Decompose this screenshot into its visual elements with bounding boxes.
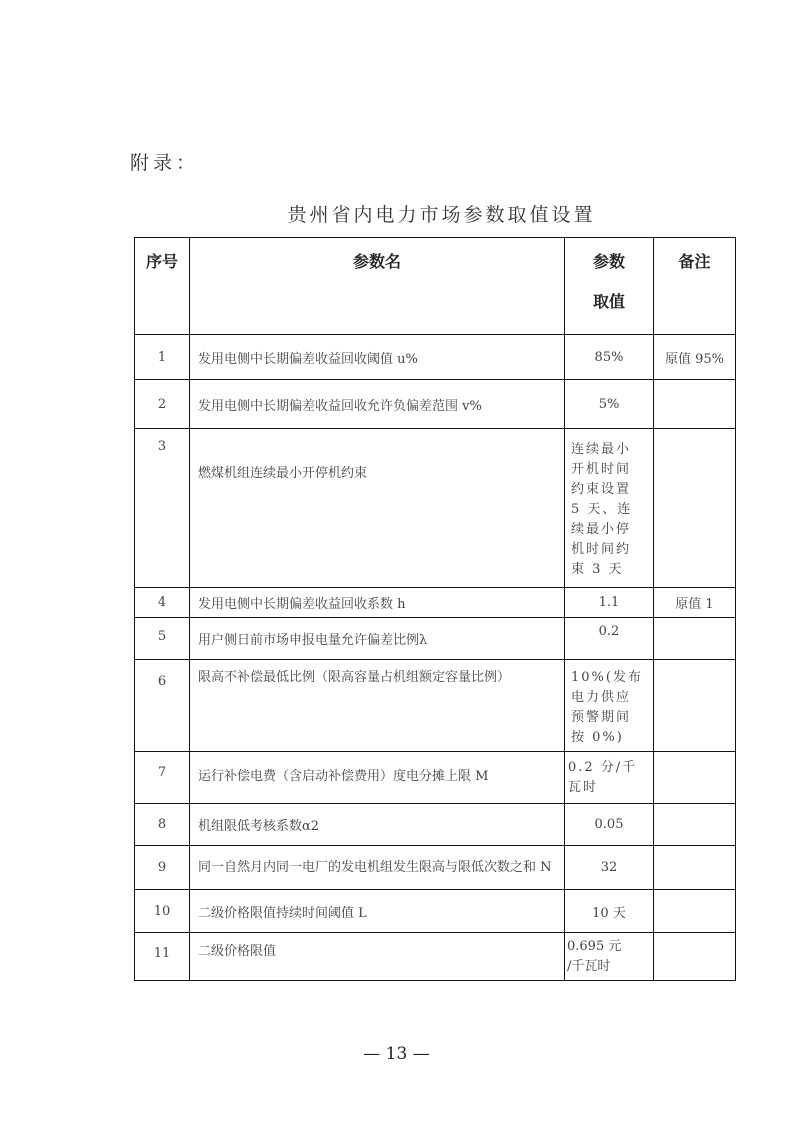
cell-name: 二级价格限值 — [190, 933, 565, 981]
cell-value: 0.05 — [565, 804, 654, 846]
table-row — [135, 335, 736, 380]
cell-name: 发用电侧中长期偏差收益回收阈值 u% — [190, 335, 565, 380]
table-row — [135, 588, 736, 618]
cell-no: 5 — [135, 618, 190, 660]
table-row — [135, 752, 736, 804]
cell-no: 3 — [135, 429, 190, 588]
cell-note — [654, 933, 736, 981]
table-row — [135, 618, 736, 660]
cell-name: 燃煤机组连续最小开停机约束 — [190, 429, 565, 588]
cell-note — [654, 429, 736, 588]
header-value: 参数 取值 — [565, 238, 654, 335]
cell-value: 1.1 — [565, 588, 654, 618]
cell-note: 原值 1 — [654, 588, 736, 618]
table-row — [135, 890, 736, 933]
cell-value: 85% — [565, 335, 654, 380]
cell-no: 8 — [135, 804, 190, 846]
header-no: 序号 — [135, 238, 190, 335]
cell-name: 同一自然月内同一电厂的发电机组发生限高与限低次数之和 N — [190, 846, 565, 890]
cell-note — [654, 380, 736, 429]
appendix-label: 附录： — [130, 152, 200, 174]
cell-name: 限高不补偿最低比例（限高容量占机组额定容量比例） — [190, 660, 565, 752]
header-note: 备注 — [654, 238, 736, 335]
table-row — [135, 933, 736, 981]
table-row — [135, 380, 736, 429]
cell-name: 机组限低考核系数α2 — [190, 804, 565, 846]
cell-name: 发用电侧中长期偏差收益回收允许负偏差范围 v% — [190, 380, 565, 429]
cell-no: 9 — [135, 846, 190, 890]
cell-value: 32 — [565, 846, 654, 890]
cell-name: 运行补偿电费（含启动补偿费用）度电分摊上限 M — [190, 752, 565, 804]
header-name: 参数名 — [190, 238, 565, 335]
cell-no: 1 — [135, 335, 190, 380]
cell-value: 0.2 — [565, 618, 654, 660]
cell-value: 10 天 — [565, 890, 654, 933]
table-row — [135, 846, 736, 890]
cell-note — [654, 804, 736, 846]
table-header-row — [135, 238, 736, 335]
parameter-table — [134, 237, 736, 981]
cell-note — [654, 618, 736, 660]
cell-name: 二级价格限值持续时间阈值 L — [190, 890, 565, 933]
cell-no: 7 — [135, 752, 190, 804]
cell-name: 发用电侧中长期偏差收益回收系数 h — [190, 588, 565, 618]
cell-no: 6 — [135, 660, 190, 752]
cell-no: 2 — [135, 380, 190, 429]
table-row — [135, 429, 736, 588]
cell-value: 0.695 元 /千瓦时 — [565, 933, 654, 981]
cell-value: 5% — [565, 380, 654, 429]
table-title: 贵州省内电力市场参数取值设置 — [287, 204, 596, 226]
page-number: — 13 — — [363, 1044, 430, 1064]
cell-name: 用户侧日前市场申报电量允许偏差比例λ — [190, 618, 565, 660]
table-row — [135, 660, 736, 752]
cell-note — [654, 660, 736, 752]
cell-value: 10%(发布 电力供应 预警期间 按 0%) — [565, 660, 654, 752]
cell-note — [654, 846, 736, 890]
cell-note — [654, 890, 736, 933]
cell-no: 10 — [135, 890, 190, 933]
cell-note — [654, 752, 736, 804]
cell-value: 0.2 分/千 瓦时 — [565, 752, 654, 804]
cell-no: 4 — [135, 588, 190, 618]
cell-note: 原值 95% — [654, 335, 736, 380]
cell-no: 11 — [135, 933, 190, 981]
cell-value: 连续最小 开机时间 约束设置 5 天、连 续最小停 机时间约 束 3 天 — [565, 429, 654, 588]
table-row — [135, 804, 736, 846]
